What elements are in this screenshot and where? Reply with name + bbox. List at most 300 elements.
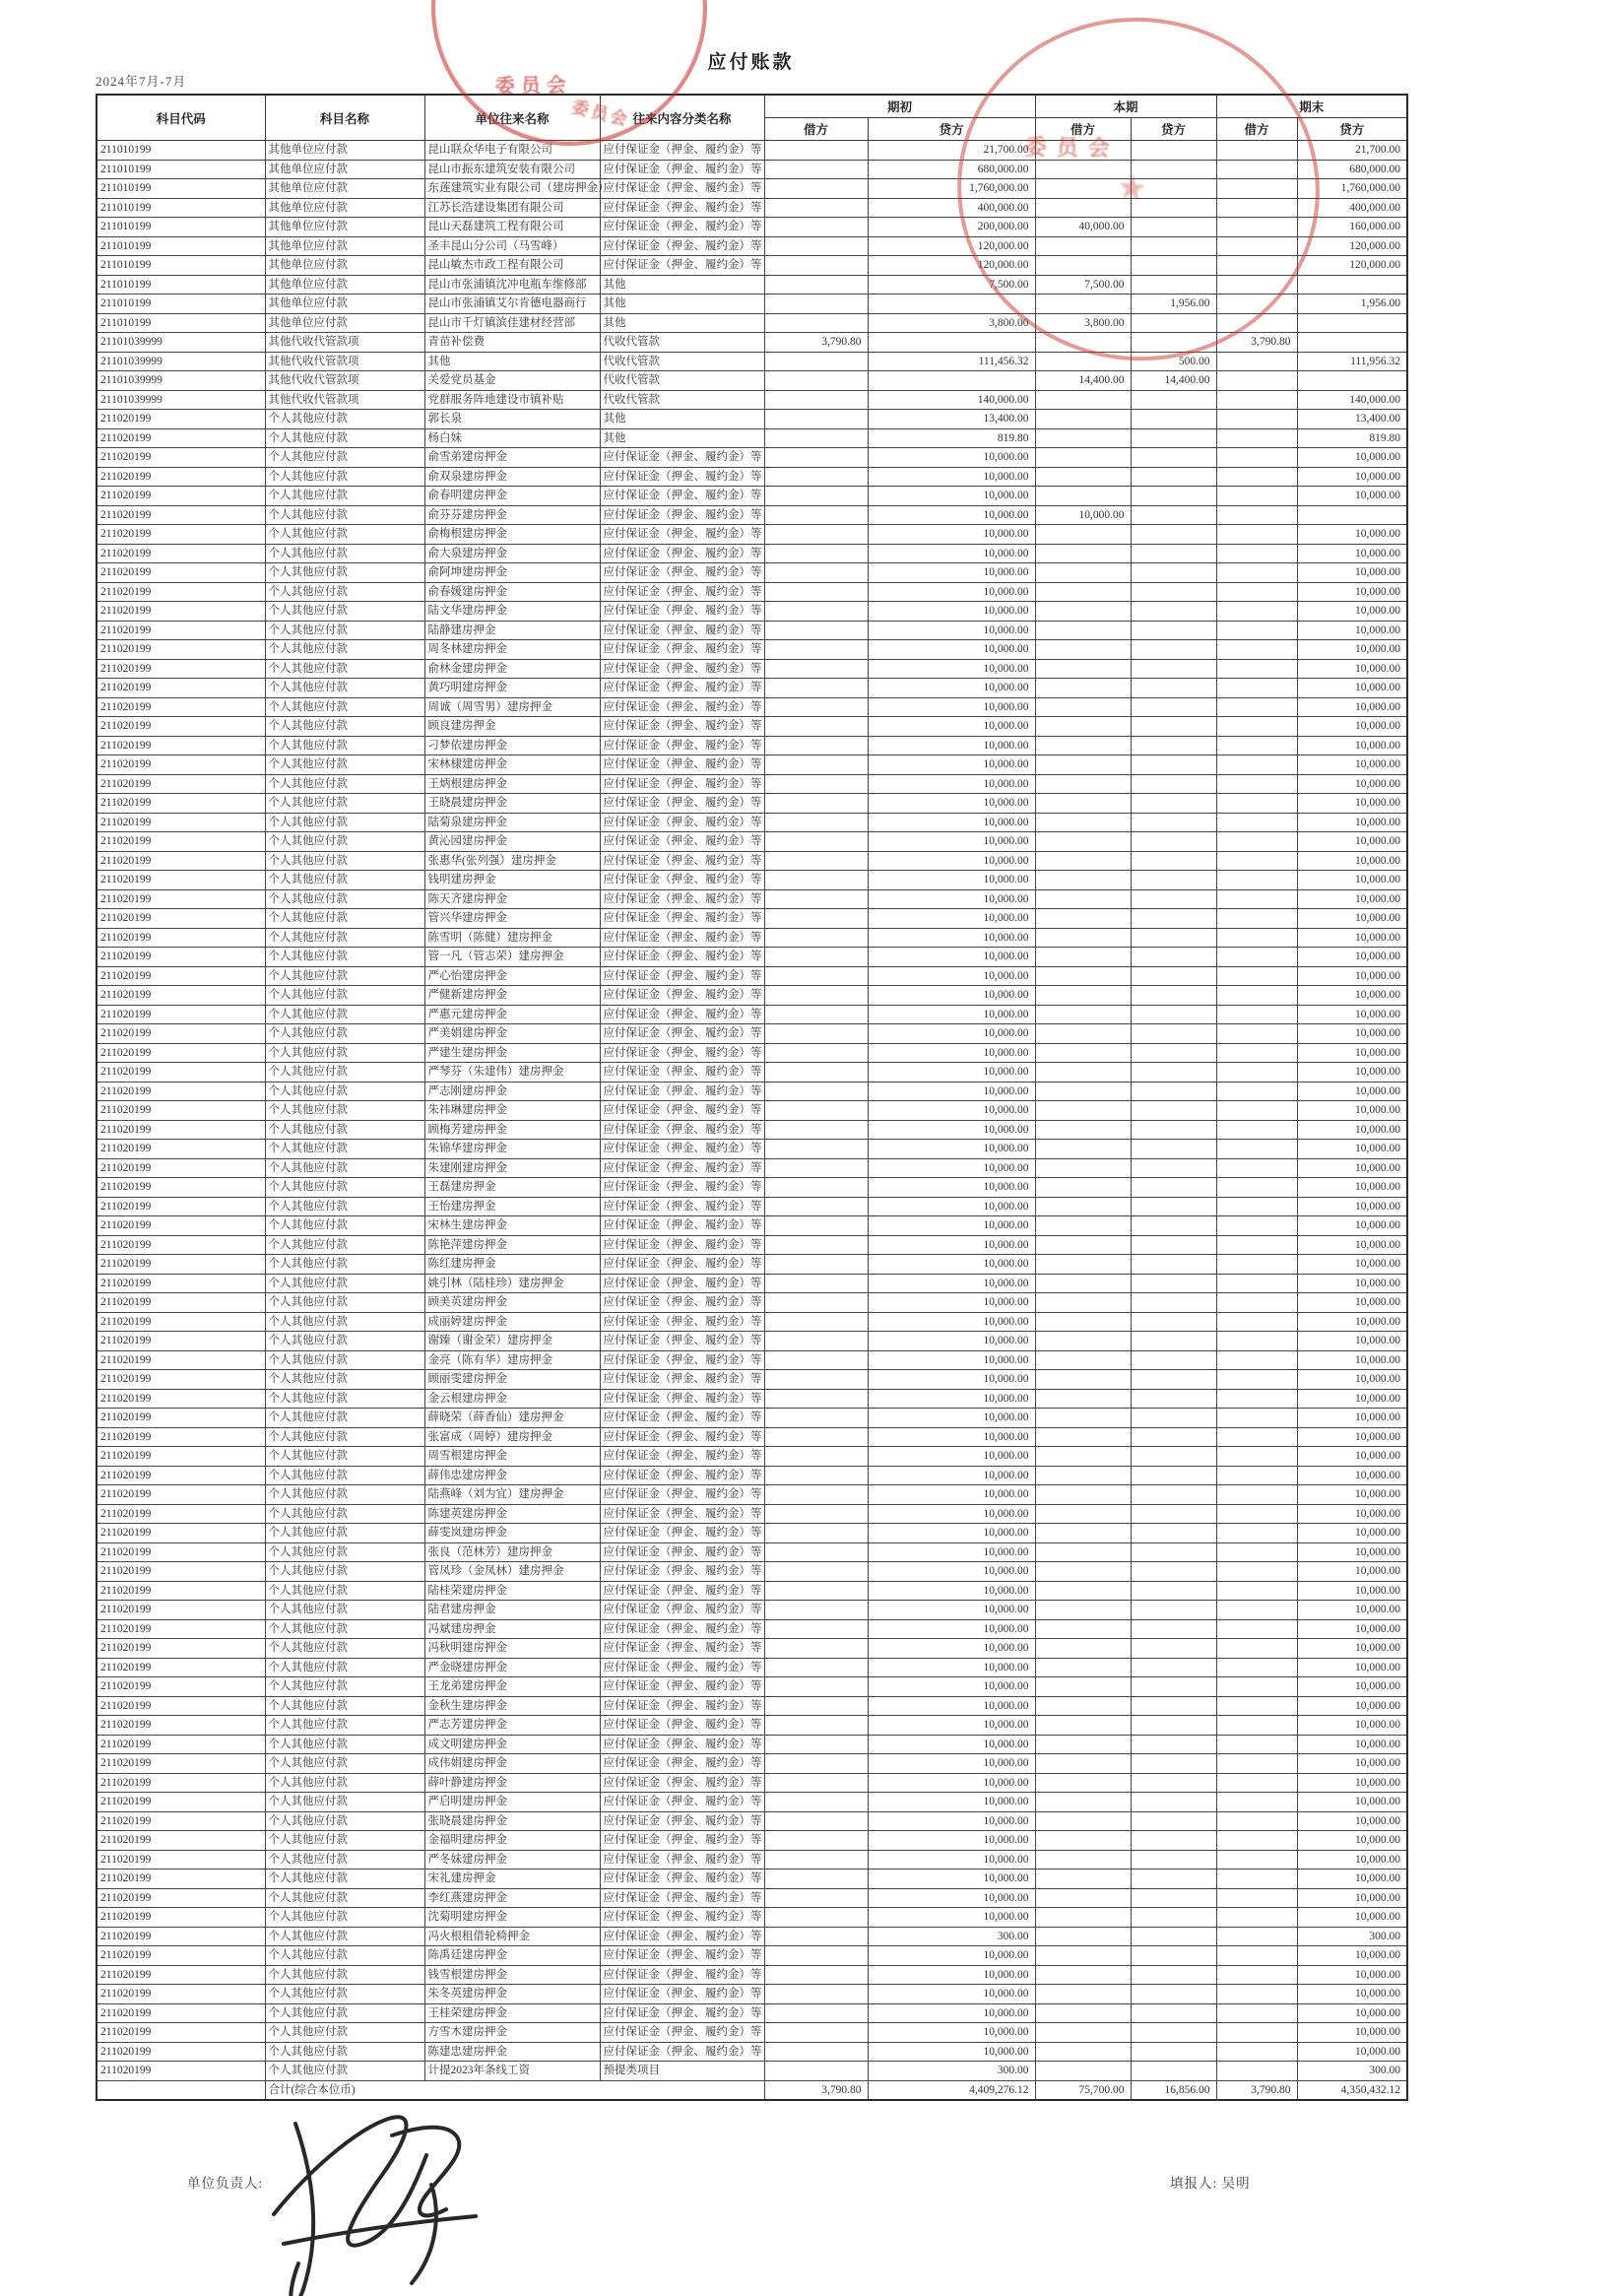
amount-cell — [1216, 1293, 1297, 1313]
amount-cell — [1131, 659, 1216, 679]
amount-cell — [1131, 1985, 1216, 2004]
text-cell: 211020199 — [97, 525, 265, 545]
text-cell: 211020199 — [97, 1466, 265, 1485]
text-cell: 211020199 — [97, 1908, 265, 1928]
table-row — [97, 544, 1407, 563]
text-cell: 关爱党员基金 — [424, 371, 600, 391]
amount-cell — [1131, 198, 1216, 218]
table-row — [97, 275, 1407, 295]
text-cell: 个人其他应付款 — [265, 1946, 424, 1966]
table-row — [97, 2023, 1407, 2043]
amount-cell — [764, 717, 868, 737]
text-cell: 应付保证金（押金、履约金）等 — [600, 1850, 764, 1870]
amount-cell — [1131, 986, 1216, 1006]
amount-cell: 200,000.00 — [868, 218, 1035, 237]
text-cell: 211020199 — [97, 1601, 265, 1620]
amount-cell — [1216, 410, 1297, 429]
amount-cell: 10,000.00 — [868, 1274, 1035, 1293]
amount-cell — [1035, 1158, 1131, 1178]
text-cell: 应付保证金（押金、履约金）等 — [600, 1216, 764, 1236]
text-cell: 211020199 — [97, 1658, 265, 1677]
text-cell: 昆山市张浦镇沈冲电瓶车维修部 — [424, 275, 600, 295]
table-row — [97, 1409, 1407, 1428]
text-cell: 应付保证金（押金、履约金）等 — [600, 1120, 764, 1140]
text-cell: 211020199 — [97, 1216, 265, 1236]
amount-cell — [1035, 448, 1131, 468]
text-cell: 圣丰昆山分公司（马雪峰） — [424, 236, 600, 256]
amount-cell — [1131, 141, 1216, 161]
text-cell: 其他 — [600, 313, 764, 333]
amount-cell: 10,000.00 — [1297, 813, 1407, 832]
amount-cell — [1131, 1946, 1216, 1966]
amount-cell — [1216, 256, 1297, 276]
amount-cell: 300.00 — [868, 1927, 1035, 1946]
amount-cell — [1131, 794, 1216, 814]
text-cell: 个人其他应付款 — [265, 794, 424, 814]
table-row — [97, 736, 1407, 755]
text-cell: 严冬妹建房押金 — [424, 1850, 600, 1870]
header-subject: 科目名称 — [265, 95, 424, 141]
amount-cell — [764, 1485, 868, 1505]
amount-cell — [1035, 1312, 1131, 1332]
text-cell: 211020199 — [97, 1140, 265, 1159]
amount-cell — [1216, 582, 1297, 602]
amount-cell — [764, 871, 868, 890]
header-beginning: 期初 — [764, 95, 1035, 118]
text-cell: 211020199 — [97, 1389, 265, 1409]
text-cell: 应付保证金（押金、履约金）等 — [600, 813, 764, 832]
amount-cell — [1131, 1658, 1216, 1677]
amount-cell — [1131, 697, 1216, 717]
amount-cell — [764, 525, 868, 545]
header-beginning-debit: 借方 — [764, 118, 868, 141]
text-cell: 昆山市千灯镇滨佳建材经营部 — [424, 313, 600, 333]
text-cell: 俞春明建房押金 — [424, 487, 600, 506]
text-cell: 严健新建房押金 — [424, 986, 600, 1006]
amount-cell — [764, 1005, 868, 1024]
text-cell: 严美娟建房押金 — [424, 1024, 600, 1044]
text-cell: 陈建忠建房押金 — [424, 2042, 600, 2062]
table-row — [97, 1581, 1407, 1601]
text-cell: 211010199 — [97, 179, 265, 199]
amount-cell — [1297, 275, 1407, 295]
table-row — [97, 448, 1407, 468]
amount-cell: 10,000.00 — [1297, 1427, 1407, 1447]
table-row — [97, 333, 1407, 353]
amount-cell — [764, 352, 868, 371]
amount-cell — [1216, 1120, 1297, 1140]
text-cell: 代收代管款 — [600, 371, 764, 391]
amount-cell — [764, 236, 868, 256]
header-ending: 期末 — [1216, 95, 1407, 118]
amount-cell: 10,000.00 — [868, 966, 1035, 986]
manager-label: 单位负责人: — [187, 2176, 264, 2191]
text-cell: 应付保证金（押金、履约金）等 — [600, 889, 764, 909]
text-cell: 代收代管款 — [600, 333, 764, 353]
text-cell: 211010199 — [97, 313, 265, 333]
table-row — [97, 948, 1407, 967]
text-cell: 其他代收代管款项 — [265, 333, 424, 353]
amount-cell — [1297, 333, 1407, 353]
amount-cell — [1131, 813, 1216, 832]
amount-cell: 111,956.32 — [1297, 352, 1407, 371]
text-cell: 211020199 — [97, 448, 265, 468]
text-cell: 个人其他应付款 — [265, 679, 424, 698]
table-row — [97, 1197, 1407, 1216]
amount-cell — [764, 1677, 868, 1697]
amount-cell — [1131, 1312, 1216, 1332]
text-cell: 个人其他应付款 — [265, 640, 424, 660]
page-title: 应付账款 — [707, 52, 795, 73]
table-row — [97, 966, 1407, 986]
amount-cell: 400,000.00 — [868, 198, 1035, 218]
text-cell: 应付保证金（押金、履约金）等 — [600, 1197, 764, 1216]
text-cell: 薛伟忠建房押金 — [424, 1466, 600, 1485]
amount-cell — [1131, 256, 1216, 276]
amount-cell: 10,000.00 — [868, 2003, 1035, 2023]
text-cell: 个人其他应付款 — [265, 1312, 424, 1332]
amount-cell: 10,000.00 — [1297, 1043, 1407, 1063]
amount-cell: 10,000.00 — [1297, 1908, 1407, 1928]
text-cell: 应付保证金（押金、履约金）等 — [600, 1542, 764, 1562]
amount-cell — [1035, 717, 1131, 737]
amount-cell — [1035, 1082, 1131, 1101]
table-row — [97, 563, 1407, 583]
payables-table — [96, 94, 1408, 2101]
table-row — [97, 1216, 1407, 1236]
amount-cell — [1035, 909, 1131, 929]
text-cell: 陈雪明（陈健）建房押金 — [424, 928, 600, 948]
amount-cell — [1216, 198, 1297, 218]
amount-cell: 10,000.00 — [868, 679, 1035, 698]
amount-cell — [1035, 141, 1131, 161]
amount-cell — [1035, 1043, 1131, 1063]
amount-cell — [764, 928, 868, 948]
table-row — [97, 2042, 1407, 2062]
amount-cell: 819.80 — [868, 428, 1035, 448]
amount-cell — [1216, 1043, 1297, 1063]
amount-cell — [1035, 851, 1131, 871]
table-row — [97, 1773, 1407, 1793]
amount-cell: 10,000.00 — [1297, 448, 1407, 468]
text-cell: 王晓晨建房押金 — [424, 794, 600, 814]
amount-cell — [764, 1754, 868, 1774]
amount-cell — [1131, 525, 1216, 545]
text-cell: 应付保证金（押金、履约金）等 — [600, 160, 764, 179]
table-row — [97, 659, 1407, 679]
text-cell: 211010199 — [97, 141, 265, 161]
text-cell: 个人其他应付款 — [265, 889, 424, 909]
text-cell: 211020199 — [97, 1946, 265, 1966]
amount-cell — [1131, 889, 1216, 909]
text-cell: 个人其他应付款 — [265, 1619, 424, 1639]
text-cell: 东莲建筑实业有限公司（建房押金） — [424, 179, 600, 199]
amount-cell: 10,000.00 — [1297, 679, 1407, 698]
text-cell: 张惠华(张列强）建房押金 — [424, 851, 600, 871]
amount-cell — [1216, 1216, 1297, 1236]
amount-cell — [1131, 160, 1216, 179]
amount-cell — [1131, 487, 1216, 506]
text-cell: 应付保证金（押金、履约金）等 — [600, 1255, 764, 1275]
amount-cell — [764, 505, 868, 525]
text-cell: 昆山敏杰市政工程有限公司 — [424, 256, 600, 276]
text-cell: 个人其他应付款 — [265, 602, 424, 622]
amount-cell — [1131, 1601, 1216, 1620]
amount-cell — [1216, 2062, 1297, 2081]
table-row — [97, 2062, 1407, 2081]
amount-cell — [1035, 697, 1131, 717]
text-cell: 21101039999 — [97, 352, 265, 371]
amount-cell: 10,000.00 — [1297, 1716, 1407, 1736]
amount-cell: 120,000.00 — [1297, 256, 1407, 276]
amount-cell — [1216, 1389, 1297, 1409]
amount-cell — [1035, 1850, 1131, 1870]
table-row — [97, 1639, 1407, 1659]
amount-cell: 4,350,432.12 — [1297, 2080, 1407, 2100]
amount-cell: 10,000.00 — [868, 448, 1035, 468]
amount-cell — [1216, 1639, 1297, 1659]
amount-cell: 680,000.00 — [868, 160, 1035, 179]
amount-cell — [1216, 160, 1297, 179]
amount-cell: 10,000.00 — [1297, 1255, 1407, 1275]
amount-cell: 10,000.00 — [868, 909, 1035, 929]
amount-cell: 10,000.00 — [868, 1985, 1035, 2004]
table-row — [97, 1005, 1407, 1024]
text-cell: 个人其他应付款 — [265, 1197, 424, 1216]
header-current-credit: 贷方 — [1131, 118, 1216, 141]
amount-cell: 10,000.00 — [868, 640, 1035, 660]
table-row — [97, 1447, 1407, 1467]
amount-cell — [1216, 1831, 1297, 1851]
text-cell: 应付保证金（押金、履约金）等 — [600, 1965, 764, 1985]
amount-cell: 10,000.00 — [868, 1255, 1035, 1275]
table-row — [97, 428, 1407, 448]
amount-cell — [1216, 1427, 1297, 1447]
text-cell: 应付保证金（押金、履约金）等 — [600, 1101, 764, 1121]
amount-cell: 10,000.00 — [868, 1005, 1035, 1024]
text-cell: 211020199 — [97, 1619, 265, 1639]
table-row — [97, 1274, 1407, 1293]
text-cell: 211020199 — [97, 410, 265, 429]
amount-cell — [764, 889, 868, 909]
table-row — [97, 1293, 1407, 1313]
amount-cell — [764, 1601, 868, 1620]
table-row — [97, 1485, 1407, 1505]
text-cell: 21101039999 — [97, 333, 265, 353]
text-cell: 个人其他应付款 — [265, 525, 424, 545]
amount-cell — [1216, 236, 1297, 256]
text-cell: 211020199 — [97, 697, 265, 717]
amount-cell — [1216, 1581, 1297, 1601]
text-cell: 顾美英建房押金 — [424, 1293, 600, 1313]
table-row — [97, 1427, 1407, 1447]
amount-cell — [1131, 2062, 1216, 2081]
text-cell: 个人其他应付款 — [265, 928, 424, 948]
text-cell: 郭长泉 — [424, 410, 600, 429]
amount-cell: 10,000.00 — [1297, 525, 1407, 545]
text-cell: 其他 — [600, 295, 764, 314]
table-row — [97, 218, 1407, 237]
amount-cell: 10,000.00 — [868, 755, 1035, 775]
text-cell: 211020199 — [97, 1101, 265, 1121]
amount-cell — [1216, 986, 1297, 1006]
amount-cell: 10,000.00 — [1297, 1274, 1407, 1293]
text-cell: 211020199 — [97, 851, 265, 871]
amount-cell — [1131, 1542, 1216, 1562]
amount-cell — [1131, 1716, 1216, 1736]
amount-cell: 10,000.00 — [1297, 1831, 1407, 1851]
amount-cell — [764, 1773, 868, 1793]
amount-cell — [1131, 1447, 1216, 1467]
text-cell: 陈禹廷建房押金 — [424, 1946, 600, 1966]
amount-cell — [1216, 1870, 1297, 1889]
table-row — [97, 2003, 1407, 2023]
amount-cell — [1131, 1677, 1216, 1697]
table-row — [97, 986, 1407, 1006]
amount-cell — [1035, 1005, 1131, 1024]
amount-cell: 10,000.00 — [1297, 832, 1407, 852]
amount-cell — [1216, 1985, 1297, 2004]
text-cell: 俞雪弟建房押金 — [424, 448, 600, 468]
amount-cell — [1131, 1389, 1216, 1409]
text-cell: 个人其他应付款 — [265, 717, 424, 737]
amount-cell: 10,000.00 — [868, 774, 1035, 794]
text-cell: 应付保证金（押金、履约金）等 — [600, 1985, 764, 2004]
amount-cell: 10,000.00 — [1297, 755, 1407, 775]
amount-cell: 111,456.32 — [868, 352, 1035, 371]
amount-cell — [1035, 1197, 1131, 1216]
table-row — [97, 1120, 1407, 1140]
amount-cell: 10,000.00 — [1297, 736, 1407, 755]
amount-cell — [1131, 1255, 1216, 1275]
amount-cell: 10,000.00 — [1297, 1447, 1407, 1467]
text-cell: 应付保证金（押金、履约金）等 — [600, 1332, 764, 1351]
amount-cell: 300.00 — [1297, 2062, 1407, 2081]
amount-cell: 10,000.00 — [1297, 928, 1407, 948]
amount-cell — [764, 986, 868, 1006]
text-cell: 211020199 — [97, 1850, 265, 1870]
text-cell: 应付保证金（押金、履约金）等 — [600, 1466, 764, 1485]
amount-cell — [1131, 1024, 1216, 1044]
text-cell: 王桂荣建房押金 — [424, 2003, 600, 2023]
table-row — [97, 794, 1407, 814]
amount-cell — [1131, 1735, 1216, 1754]
amount-cell — [1131, 2003, 1216, 2023]
amount-cell — [1035, 794, 1131, 814]
amount-cell: 10,000.00 — [1297, 1120, 1407, 1140]
table-row — [97, 487, 1407, 506]
text-cell: 个人其他应付款 — [265, 448, 424, 468]
text-cell: 管凤珍（金凤林）建房押金 — [424, 1562, 600, 1582]
amount-cell — [1131, 1831, 1216, 1851]
amount-cell — [1131, 1197, 1216, 1216]
text-cell: 应付保证金（押金、履约金）等 — [600, 1158, 764, 1178]
amount-cell: 10,000.00 — [1297, 717, 1407, 737]
amount-cell: 10,000.00 — [1297, 966, 1407, 986]
amount-cell: 10,000.00 — [868, 1619, 1035, 1639]
amount-cell — [1035, 871, 1131, 890]
text-cell: 211020199 — [97, 966, 265, 986]
text-cell: 昆山联众华电子有限公司 — [424, 141, 600, 161]
amount-cell: 10,000.00 — [868, 487, 1035, 506]
table-row — [97, 198, 1407, 218]
text-cell: 个人其他应付款 — [265, 1658, 424, 1677]
table-row — [97, 1985, 1407, 2004]
table-row — [97, 1370, 1407, 1390]
amount-cell — [764, 390, 868, 410]
amount-cell — [1216, 909, 1297, 929]
table-row — [97, 1024, 1407, 1044]
amount-cell: 13,400.00 — [868, 410, 1035, 429]
amount-cell: 10,000.00 — [1297, 1466, 1407, 1485]
amount-cell: 10,000.00 — [868, 697, 1035, 717]
text-cell: 应付保证金（押金、履约金）等 — [600, 1658, 764, 1677]
text-cell: 个人其他应付款 — [265, 2023, 424, 2043]
amount-cell: 10,000.00 — [868, 2042, 1035, 2062]
amount-cell: 10,000.00 — [1297, 1370, 1407, 1390]
text-cell: 王怡建房押金 — [424, 1197, 600, 1216]
amount-cell — [1216, 1255, 1297, 1275]
amount-cell: 10,000.00 — [1297, 774, 1407, 794]
amount-cell — [764, 1409, 868, 1428]
text-cell: 冯秋明建房押金 — [424, 1639, 600, 1659]
text-cell: 211020199 — [97, 717, 265, 737]
text-cell: 个人其他应付款 — [265, 909, 424, 929]
amount-cell: 10,000.00 — [1297, 1735, 1407, 1754]
text-cell: 应付保证金（押金、履约金）等 — [600, 736, 764, 755]
amount-cell: 10,000.00 — [1035, 505, 1131, 525]
amount-cell — [1131, 428, 1216, 448]
amount-cell — [1216, 602, 1297, 622]
text-cell: 严志芳建房押金 — [424, 1716, 600, 1736]
amount-cell — [1131, 832, 1216, 852]
amount-cell: 10,000.00 — [1297, 582, 1407, 602]
amount-cell — [1035, 1216, 1131, 1236]
amount-cell: 140,000.00 — [1297, 390, 1407, 410]
table-row — [97, 1389, 1407, 1409]
amount-cell — [1297, 505, 1407, 525]
text-cell: 应付保证金（押金、履约金）等 — [600, 1504, 764, 1524]
amount-cell: 10,000.00 — [1297, 640, 1407, 660]
amount-cell: 300.00 — [1297, 1927, 1407, 1946]
amount-cell: 10,000.00 — [1297, 1312, 1407, 1332]
amount-cell — [1131, 1274, 1216, 1293]
amount-cell: 10,000.00 — [1297, 1024, 1407, 1044]
text-cell: 个人其他应付款 — [265, 1831, 424, 1851]
amount-cell — [764, 1908, 868, 1928]
amount-cell: 10,000.00 — [868, 889, 1035, 909]
text-cell: 应付保证金（押金、履约金）等 — [600, 928, 764, 948]
text-cell: 朱祎琳建房押金 — [424, 1101, 600, 1121]
amount-cell — [1216, 525, 1297, 545]
amount-cell — [1131, 1332, 1216, 1351]
text-cell: 个人其他应付款 — [265, 1140, 424, 1159]
amount-cell — [764, 1370, 868, 1390]
text-cell: 211020199 — [97, 1581, 265, 1601]
amount-cell: 10,000.00 — [868, 1504, 1035, 1524]
amount-cell: 10,000.00 — [1297, 2042, 1407, 2062]
amount-cell: 10,000.00 — [1297, 1005, 1407, 1024]
amount-cell — [1035, 1985, 1131, 2004]
text-cell: 211020199 — [97, 813, 265, 832]
amount-cell — [1216, 1350, 1297, 1370]
amount-cell: 120,000.00 — [868, 236, 1035, 256]
text-cell: 其他代收代管款项 — [265, 352, 424, 371]
text-cell: 个人其他应付款 — [265, 813, 424, 832]
amount-cell: 10,000.00 — [868, 1197, 1035, 1216]
amount-cell — [764, 371, 868, 391]
table-row — [97, 1140, 1407, 1159]
